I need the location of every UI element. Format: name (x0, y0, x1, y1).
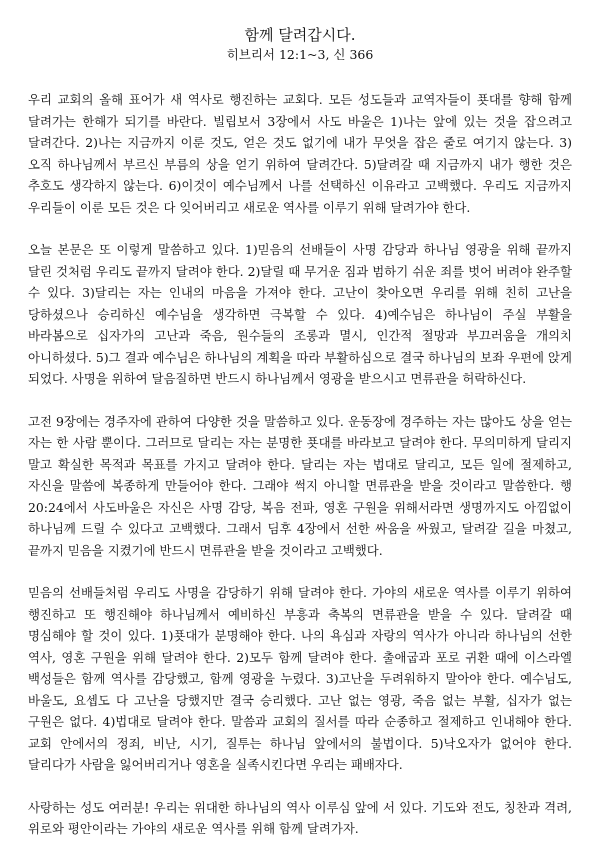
paragraph-4: 믿음의 선배들처럼 우리도 사명을 감당하기 위해 달려야 한다. 가야의 새로운 역사를 이루기 위하여 행진하고 또 행진해야 하나님께서 예비하신 부흥과 축복의 면류관을 받을 수 있다. 달려갈 때 명심해야 할 것이 있다. 1)푯대가 분명해야 한다. 나의 욕심과 자랑의 역사가 아니라 하나님의 선한 역사, 영혼 구원을 위해 달려야 한다. 2)모두 함께 달려야 한다. 출애굽과 포로 귀환 때에 이스라엘 백성들은 함께 역사를 감당했고, 함께 영광을 누렸다. 3)고난을 두려워하지 말아야 한다. 예수님도, 바울도, 요셉도 다 고난을 당했지만 결국 승리했다. 고난 없는 영광, 죽음 없는 부활, 십자가 없는 구원은 없다. 4)법대로 달려야 한다. 말씀과 교회의 질서를 따라 순종하고 절제하고 인내해야 한다. 교회 안에서의 정죄, 비난, 시기, 질투는 하나님 앞에서의 불법이다. 5)낙오자가 없어야 한다. 달리다가 사람을 잃어버리거나 영혼을 실족시킨다면 우리는 패배자다. (28, 585, 572, 772)
paragraph-1: 우리 교회의 올해 표어가 새 역사로 행진하는 교회다. 모든 성도들과 교역자들이 푯대를 향해 함께 달려가는 한해가 되기를 바란다. 빌립보서 3장에서 사도 바울은 1)나는 앞에 있는 것을 잡으려고 달려간다. 2)나는 지금까지 이룬 것도, 얻은 것도 없기에 내가 무엇을 잡은 줄로 여기지 않는다. 3)오직 하나님께서 부르신 부름의 상을 얻기 위하여 달려간다. 5)달려갈 때 지금까지 내가 행한 것은 추호도 생각하지 않는다. 6)이것이 예수님께서 나를 선택하신 이유라고 고백했다. 우리도 지금까지 우리들이 이룬 모든 것은 다 잊어버리고 새로운 역사를 이루기 위해 달려가야 한다. (28, 92, 572, 215)
paragraph-5: 사랑하는 성도 여러분! 우리는 위대한 하나님의 역사 이루심 앞에 서 있다. 기도와 전도, 칭찬과 격려, 위로와 평안이라는 가야의 새로운 역사를 위해 함께 달려가자. (28, 799, 572, 836)
paragraph-2: 오늘 본문은 또 이렇게 말씀하고 있다. 1)믿음의 선배들이 사명 감당과 하나님 영광을 위해 끝까지 달린 것처럼 우리도 끝까지 달려야 한다. 2)달릴 때 무거운 짐과 범하기 쉬운 죄를 벗어 버려야 완주할 수 있다. 3)달리는 자는 인내의 마음을 가져야 한다. 고난이 찾아오면 우리를 위해 친히 고난을 당하셨으나 승리하신 예수님을 생각하면 극복할 수 있다. 4)예수님은 하나님이 주실 부활을 바라봄으로 십자가의 고난과 죽음, 원수들의 조롱과 멸시, 인간적 절망과 부끄러움을 개의치 아니하셨다. 5)그 결과 예수님은 하나님의 계획을 따라 부활하심으로 결국 하나님의 보좌 우편에 앉게 되었다. 사명을 위하여 달음질하면 반드시 하나님께서 영광을 받으시고 면류관을 허락하신다. (28, 242, 572, 386)
sermon-title: 함께 달려갑시다. (244, 26, 356, 44)
scripture-reference: 히브리서 12:1~3, 신 366 (226, 47, 374, 62)
sermon-body (28, 89, 572, 840)
paragraph-3: 고전 9장에는 경주자에 관하여 다양한 것을 말씀하고 있다. 운동장에 경주하는 자는 많아도 상을 얻는 자는 한 사람 뿐이다. 그러므로 달리는 자는 분명한 푯대를 바라보고 달려야 한다. 무의미하게 달리지 말고 확실한 목적과 목표를 가지고 달려야 한다. 달리는 자는 법대로 달리고, 모든 일에 절제하고, 자신을 말씀에 복종하게 만들어야 한다. 그래야 썩지 아니할 면류관을 받을 것이라고 말씀한다. 행 20:24에서 사도바울은 자신은 사명 감당, 복음 전파, 영혼 구원을 위해서라면 생명까지도 아낌없이 하나님께 드릴 수 있다고 고백했다. 그래서 딤후 4장에서 선한 싸움을 싸웠고, 달려갈 길을 마쳤고, 끝까지 믿음을 지켰기에 반드시 면류관을 받을 것이라고 고백했다. (28, 413, 572, 558)
